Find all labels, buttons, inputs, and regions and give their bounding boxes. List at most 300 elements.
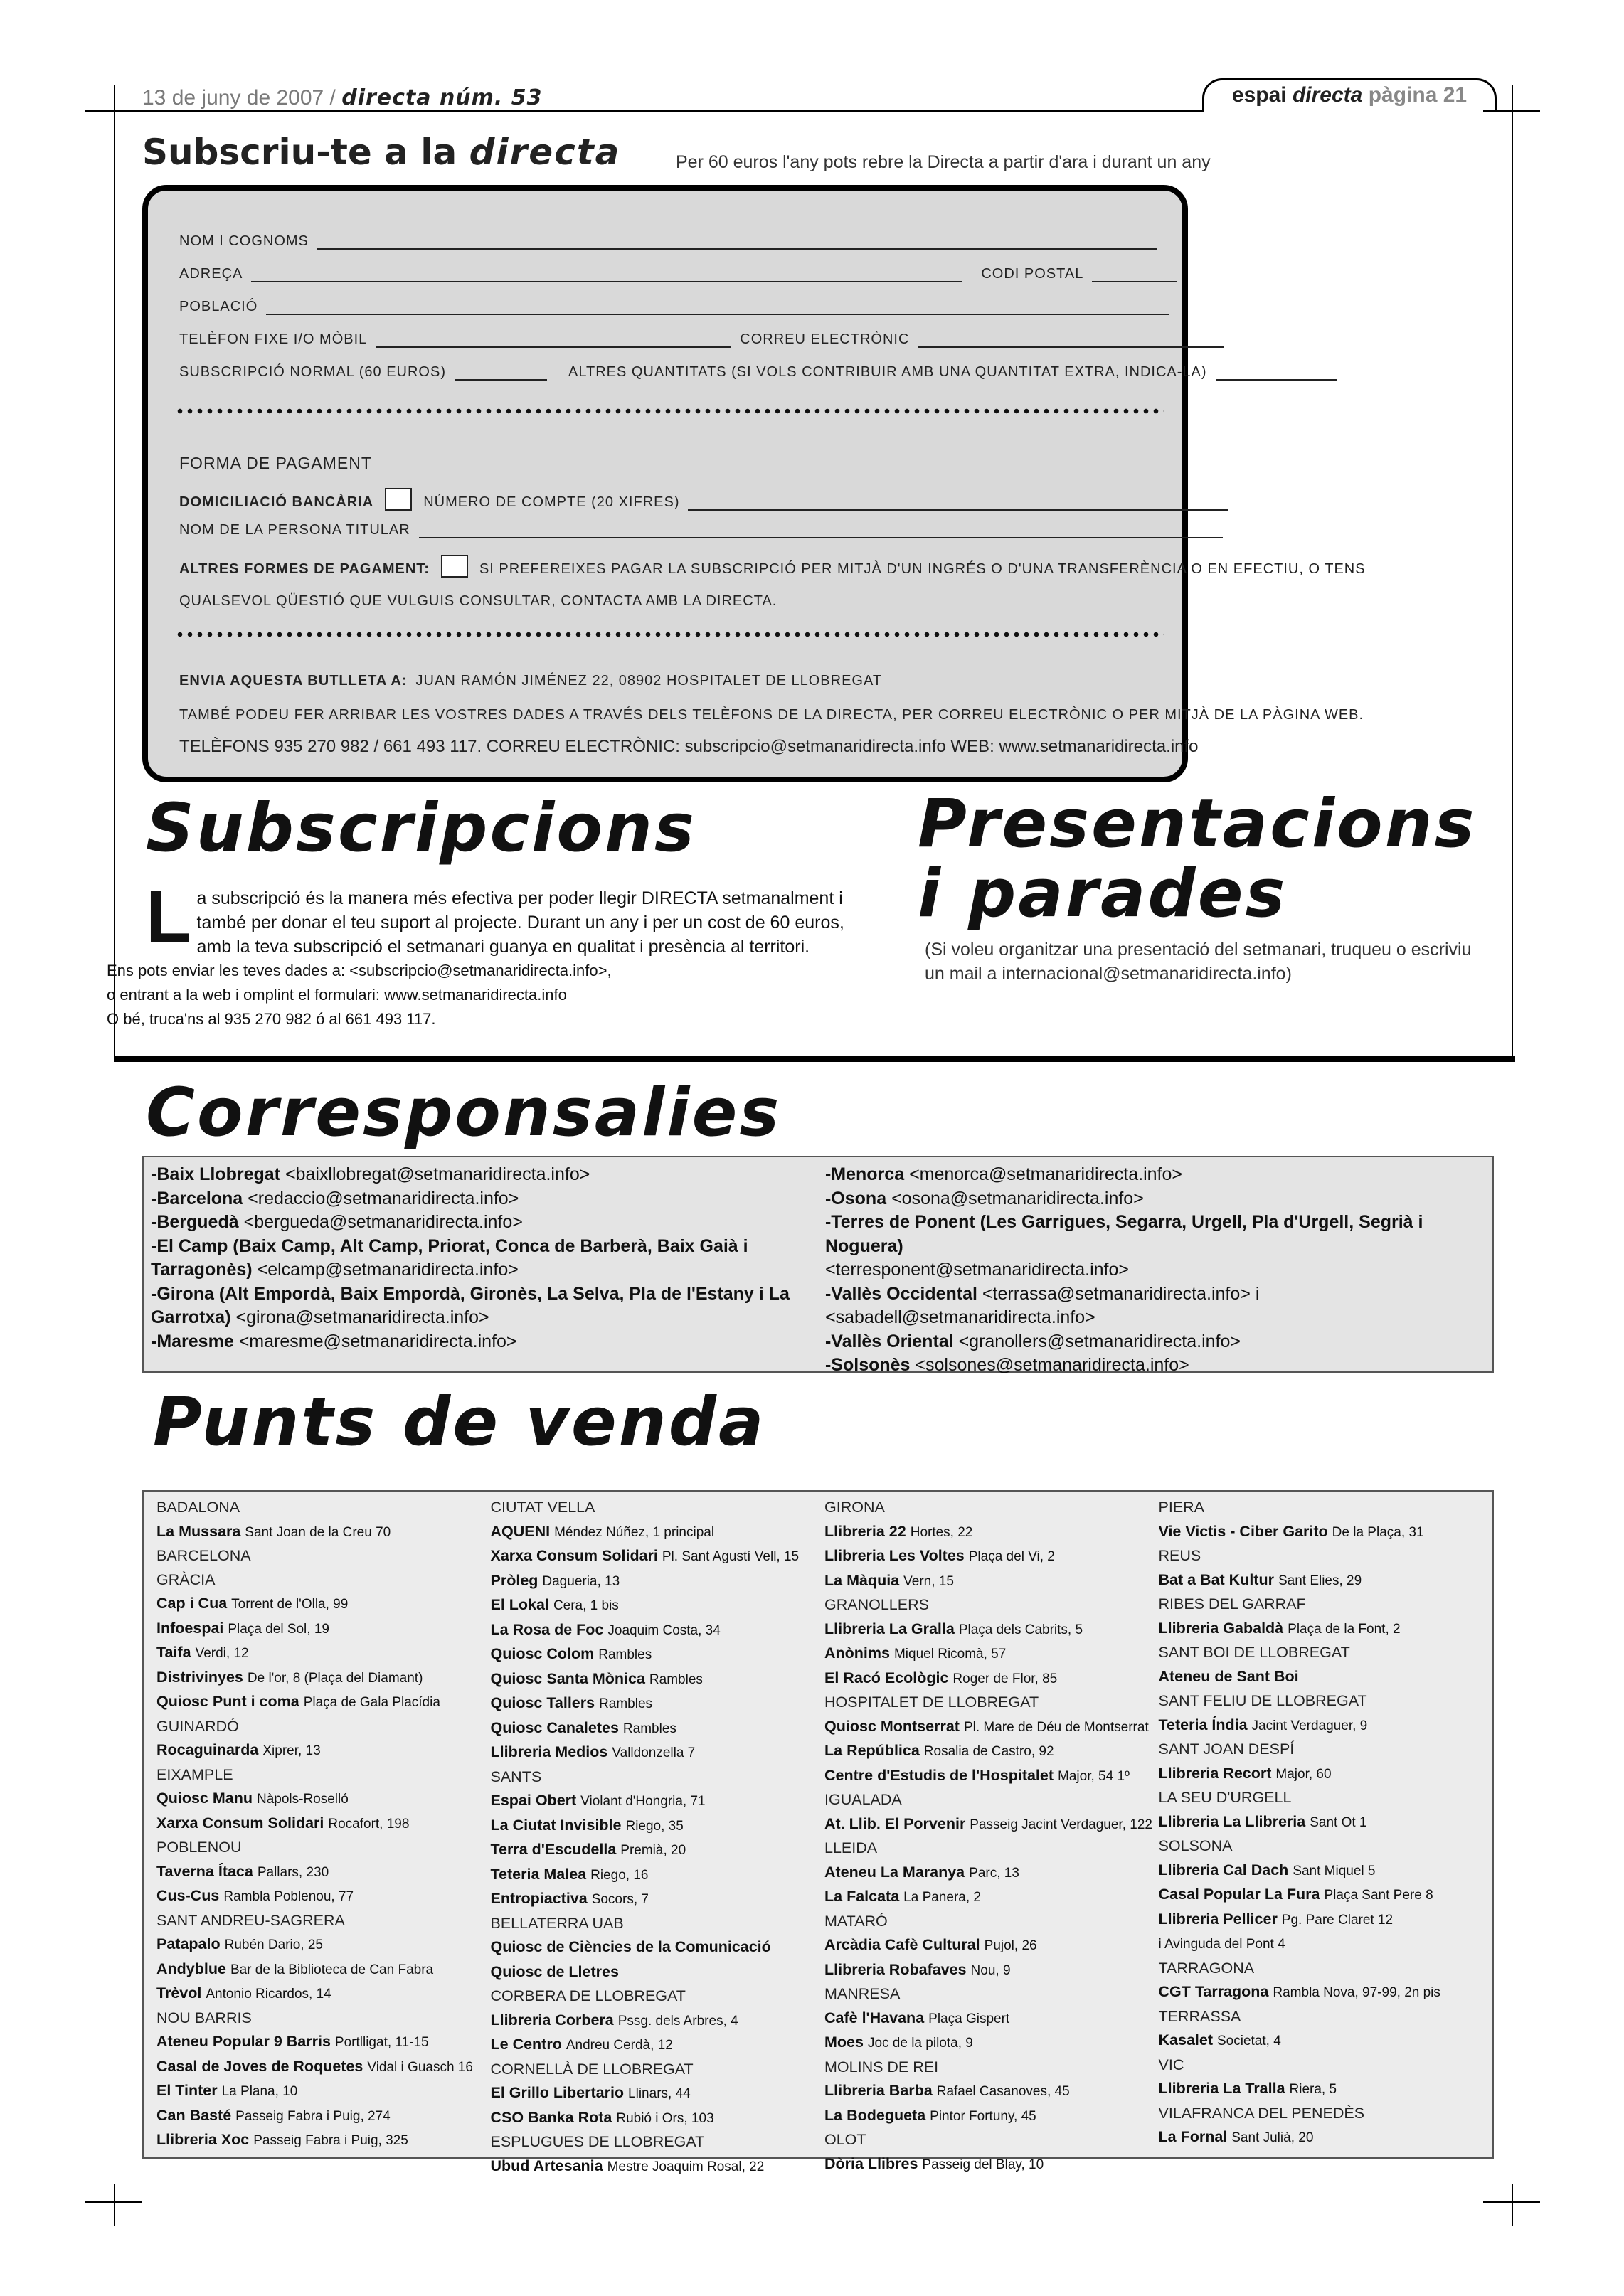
store-entry — [824, 1885, 1159, 1910]
store-name: Arcàdia Cafè Cultural — [824, 1936, 980, 1953]
sub-line: O bé, truca'ns al 935 270 982 ó al 661 493 117. — [107, 1010, 436, 1028]
store-address: Torrent de l'Olla, 99 — [231, 1597, 349, 1612]
store-address: Rafael Casanoves, 45 — [936, 2084, 1070, 2099]
store-name: Llibreria Xoc — [156, 2131, 250, 2148]
store-name: Rocaguinarda — [156, 1741, 259, 1758]
crop-mark — [114, 2184, 115, 2226]
holder-row — [179, 522, 1231, 538]
store-entry — [491, 1935, 825, 1960]
store-entry — [491, 1618, 825, 1643]
store-address: Rambla Poblenou, 77 — [223, 1889, 354, 1904]
store-name: Quiosc Santa Mònica — [490, 1669, 645, 1687]
crop-mark — [1483, 2201, 1540, 2203]
store-address: Plaça dels Cabrits, 5 — [958, 1622, 1083, 1637]
store-entry — [824, 1715, 1159, 1740]
store-entry — [491, 1691, 825, 1716]
presentacions-heading-line2: i parades — [918, 855, 1288, 932]
account-field[interactable] — [688, 496, 1228, 511]
punts-de-venda-heading: Punts de venda — [153, 1383, 766, 1461]
store-name: La República — [824, 1742, 920, 1759]
store-entry — [156, 1982, 491, 2007]
store-address: Roger de Flor, 85 — [952, 1671, 1058, 1686]
store-address: Pujol, 26 — [984, 1938, 1037, 1953]
store-address: Passeig Jacint Verdaguer, 122 — [970, 1817, 1152, 1832]
corresponsalies-box — [142, 1156, 1494, 1373]
city-heading: GRANOLLERS — [824, 1596, 929, 1613]
store-name: Llibreria Cal Dach — [1158, 1861, 1289, 1878]
corresponsalia-item: -Vallès Oriental <granollers@setmanaridirecta.info> — [824, 1331, 1241, 1351]
store-address: Jacint Verdaguer, 9 — [1251, 1718, 1368, 1733]
altres-checkbox[interactable] — [441, 555, 468, 578]
store-name: Centre d'Estudis de l'Hospitalet — [824, 1766, 1054, 1784]
postal-label: CODI POSTAL — [981, 266, 1084, 282]
store-name: Llibreria Recort — [1158, 1764, 1272, 1782]
store-name: Cafè l'Havana — [824, 2009, 925, 2026]
store-name: Ateneu Popular 9 Barris — [156, 2033, 331, 2050]
store-entry — [1159, 2029, 1493, 2053]
store-address: Sant Miquel 5 — [1293, 1863, 1376, 1878]
subscription-form — [142, 185, 1366, 782]
corresponsalia-item: -Vallès Occidental <terrassa@setmanaridirecta.info> i — [824, 1283, 1260, 1304]
store-entry — [824, 1739, 1159, 1764]
corresponsalia-item: <terresponent@setmanaridirecta.info> — [824, 1260, 1129, 1280]
store-address: Passeig Fabra i Puig, 274 — [235, 2108, 391, 2124]
page-date-header — [142, 85, 543, 110]
store-entry — [824, 1933, 1159, 1958]
amount-row — [179, 364, 1345, 381]
city-heading: SOLSONA — [1158, 1837, 1233, 1854]
store-address: Rambles — [622, 1721, 676, 1736]
store-entry — [824, 1958, 1159, 1983]
store-entry — [1159, 1908, 1493, 1933]
punts-column — [824, 1496, 1159, 2172]
store-name: La Falcata — [824, 1888, 900, 1905]
store-address: Pssg. dels Arbres, 4 — [617, 2013, 738, 2029]
store-entry — [156, 1860, 491, 1885]
store-entry — [824, 1667, 1159, 1691]
other-label: ALTRES QUANTITATS (SI VOLS CONTRIBUIR AMB UNA QUANTITAT EXTRA, INDICA-LA) — [568, 364, 1207, 380]
store-name: La Màquia — [824, 1571, 900, 1589]
store-address: Antonio Ricardos, 14 — [206, 1987, 331, 2002]
store-entry — [491, 1789, 825, 1814]
store-entry — [156, 2079, 491, 2104]
presentacions-text: (Si voleu organitzar una presentació del setmanari, truqueu o escriviu un mail a internacional@setmanaridirecta.info) — [925, 940, 1472, 984]
store-name: La Rosa de Foc — [490, 1620, 604, 1638]
store-entry — [156, 2055, 491, 2080]
header-rule — [114, 110, 1202, 112]
city-heading: OLOT — [824, 2131, 866, 2148]
store-entry — [156, 1884, 491, 1909]
store-entry — [491, 1544, 825, 1569]
store-address: Rambles — [649, 1671, 703, 1687]
form-title — [142, 132, 620, 173]
corresponsalia-item: -El Camp (Baix Camp, Alt Camp, Priorat, Conca de Barberà, Baix Gaià i — [151, 1235, 748, 1256]
store-entry — [491, 1520, 825, 1545]
dotted-separator — [175, 408, 1164, 414]
envia-label: ENVIA AQUESTA BUTLLETA A: — [179, 673, 408, 689]
store-entry — [491, 1667, 825, 1692]
corresponsalies-heading: Corresponsalies — [146, 1074, 782, 1152]
store-address: Sant Ot 1 — [1310, 1814, 1367, 1830]
store-name: Xarxa Consum Solidari — [156, 1814, 324, 1832]
crop-mark — [114, 114, 115, 1060]
store-name: La Mussara — [156, 1522, 241, 1540]
form-title-text: Subscriu-te a la — [142, 132, 457, 173]
store-address: Pl. Mare de Déu de Montserrat — [963, 1719, 1149, 1735]
store-name: La Bodegueta — [824, 2106, 926, 2124]
store-address: Plaça de Gala Placídia — [303, 1695, 440, 1710]
store-address: Riera, 5 — [1289, 2082, 1337, 2097]
store-name: CGT Tarragona — [1158, 1983, 1269, 2000]
store-address: Miquel Ricomà, 57 — [893, 1647, 1007, 1662]
store-address: Passeig Fabra i Puig, 325 — [253, 2133, 408, 2148]
city-heading: TARRAGONA — [1158, 1959, 1255, 1977]
store-address: Rambles — [598, 1647, 652, 1662]
city-heading: GRÀCIA — [156, 1570, 216, 1588]
name-label: NOM I COGNOMS — [179, 233, 309, 249]
altres-text: SI PREFEREIXES PAGAR LA SUBSCRIPCIÓ PER MITJÀ D'UN INGRÉS O D'UNA TRANSFERÈNCIA O EN EFECTIU, O TENS — [479, 561, 1366, 577]
store-address: Riego, 35 — [625, 1818, 684, 1834]
store-entry — [1159, 1617, 1493, 1642]
store-entry — [156, 1933, 491, 1957]
city-heading: VIC — [1158, 2056, 1184, 2073]
store-name: Cap i Cua — [156, 1595, 228, 1612]
store-entry — [1159, 1810, 1493, 1835]
store-address: Societat, 4 — [1216, 2034, 1281, 2048]
city-heading: VILAFRANCA DEL PENEDÈS — [1158, 2104, 1365, 2122]
store-entry — [156, 1592, 491, 1617]
store-address: Pallars, 230 — [257, 1864, 329, 1880]
address-field[interactable] — [251, 268, 962, 282]
email-field[interactable] — [918, 334, 1224, 348]
store-address: Pl. Sant Agustí Vell, 15 — [662, 1549, 800, 1564]
store-name: Infoespai — [156, 1619, 224, 1637]
store-address: La Plana, 10 — [221, 2084, 298, 2099]
store-name: Llibreria La Tralla — [1158, 2080, 1285, 2097]
store-name: Teteria Malea — [490, 1865, 587, 1883]
store-name: Distrivinyes — [156, 1668, 243, 1686]
altres-label: ALTRES FORMES DE PAGAMENT: — [179, 561, 430, 577]
store-address: Sant Joan de la Creu 70 — [245, 1524, 391, 1540]
tambe-text: TAMBÉ PODEU FER ARRIBAR LES VOSTRES DADES A TRAVÉS DELS TELÈFONS DE LA DIRECTA, PER CORREU ELECTRÒNIC O PER MITJÀ DE LA PÀGINA WEB. — [179, 707, 1364, 723]
store-name: Dòria Llibres — [824, 2154, 918, 2172]
store-name: Ateneu de Sant Boi — [1158, 1667, 1299, 1685]
store-entry — [824, 1617, 1159, 1642]
store-name: Quiosc Punt i coma — [156, 1693, 299, 1710]
store-address: Rambla Nova, 97-99, 2n pis — [1273, 1985, 1440, 2000]
store-address-continuation — [1159, 1932, 1493, 1957]
corresponsalia-item: -Maresme <maresme@setmanaridirecta.info> — [151, 1331, 517, 1351]
store-name: Llibreria Gabaldà — [1158, 1619, 1284, 1637]
store-entry — [491, 1593, 825, 1618]
form-note: Per 60 euros l'any pots rebre la Directa a partir d'ara i durant un any — [676, 152, 1211, 172]
store-address: Andreu Cerdà, 12 — [566, 2038, 673, 2053]
store-entry — [824, 2152, 1159, 2177]
store-entry — [491, 1814, 825, 1839]
normal-label: SUBSCRIPCIÓ NORMAL (60 EUROS) — [179, 364, 446, 380]
city-heading: CORBERA DE LLOBREGAT — [490, 1987, 686, 2004]
store-name: Casal de Joves de Roquetes — [156, 2057, 363, 2075]
store-entry — [1159, 1520, 1493, 1545]
town-label: POBLACIÓ — [179, 299, 258, 314]
domiciliacio-row — [179, 488, 1237, 511]
store-name: At. Llib. El Porvenir — [824, 1814, 966, 1832]
store-entry — [824, 2031, 1159, 2056]
corresponsalia-item: -Berguedà <bergueda@setmanaridirecta.info> — [151, 1212, 523, 1232]
store-name: Cus-Cus — [156, 1887, 220, 1904]
domiciliacio-label: DOMICILIACIÓ BANCÀRIA — [179, 494, 374, 510]
phone-label: TELÈFON FIXE I/O MÒBIL — [179, 331, 368, 347]
store-name: Andyblue — [156, 1960, 226, 1977]
store-entry — [156, 1666, 491, 1691]
store-name: Can Basté — [156, 2106, 232, 2124]
store-name: Llibreria Pellicer — [1158, 1910, 1278, 1928]
form-title-brand: directa — [469, 132, 621, 173]
store-entry — [491, 2009, 825, 2034]
store-name: El Tinter — [156, 2082, 218, 2099]
store-entry — [156, 1617, 491, 1642]
subscripcions-text — [107, 876, 871, 1031]
city-heading: CIUTAT VELLA — [490, 1499, 595, 1516]
corresponsalia-item: -Girona (Alt Empordà, Baix Empordà, Gironès, La Selva, Pla de l'Estany i La — [151, 1283, 790, 1304]
corresponsalia-item: -Terres de Ponent (Les Garrigues, Segarra, Urgell, Pla d'Urgell, Segrià i Noguera) — [824, 1212, 1423, 1256]
store-entry — [491, 1960, 825, 1985]
store-address: Rosalia de Castro, 92 — [923, 1744, 1054, 1759]
store-address: Rubén Dario, 25 — [224, 1938, 323, 1952]
store-address: Sant Julià, 20 — [1231, 2130, 1314, 2145]
store-name: Llibreria Robafaves — [824, 1960, 967, 1978]
city-heading: PIERA — [1158, 1499, 1205, 1516]
store-entry — [491, 2154, 825, 2179]
email-label: CORREU ELECTRÒNIC — [740, 331, 910, 347]
store-entry — [156, 1520, 491, 1545]
name-field[interactable] — [317, 235, 1157, 250]
city-heading: MATARÓ — [824, 1912, 888, 1930]
store-address: Llinars, 44 — [628, 2086, 691, 2101]
section-tab — [1202, 78, 1497, 112]
store-entry — [824, 1544, 1159, 1569]
city-heading: RIBES DEL GARRAF — [1158, 1595, 1306, 1612]
store-entry — [491, 2106, 825, 2131]
punts-de-venda-box — [142, 1490, 1494, 2174]
store-entry — [1159, 1762, 1493, 1787]
store-name: Anònims — [824, 1644, 890, 1662]
store-address: Cera, 1 bis — [553, 1598, 619, 1613]
store-address: La Panera, 2 — [903, 1890, 981, 1905]
store-address: Mestre Joaquim Rosal, 22 — [607, 2159, 765, 2174]
altres-row — [179, 555, 1366, 578]
store-name: Quiosc Tallers — [490, 1694, 595, 1711]
store-entry — [156, 2104, 491, 2129]
store-address: Dagueria, 13 — [542, 1573, 620, 1589]
city-heading: NOU BARRIS — [156, 2009, 252, 2026]
store-entry — [491, 1887, 825, 1912]
crop-mark — [1512, 2184, 1513, 2226]
store-entry — [156, 2128, 491, 2153]
store-entry — [824, 1861, 1159, 1886]
section-prefix: espai — [1231, 83, 1287, 107]
section-name: directa — [1292, 83, 1363, 107]
name-row — [179, 233, 1165, 250]
issue-date: 13 de juny de 2007 / — [142, 86, 336, 110]
store-name: Llibreria 22 — [824, 1522, 906, 1540]
envia-address: JUAN RAMÓN JIMÉNEZ 22, 08902 HOSPITALET DE LLOBREGAT — [415, 673, 883, 689]
store-entry — [491, 2081, 825, 2106]
store-address: Bar de la Biblioteca de Can Fabra — [230, 1962, 434, 1977]
store-address: Sant Elies, 29 — [1278, 1573, 1362, 1588]
altres-text-2: QUALSEVOL QÜESTIÓ QUE VULGUIS CONSULTAR, CONTACTA AMB LA DIRECTA. — [179, 593, 777, 609]
store-address: Passeig del Blay, 10 — [922, 2157, 1044, 2172]
store-name: Llibreria Les Voltes — [824, 1547, 965, 1564]
store-name: La Ciutat Invisible — [490, 1816, 622, 1834]
town-row — [179, 299, 1178, 315]
city-heading: GUINARDÓ — [156, 1717, 239, 1735]
store-entry — [156, 1957, 491, 1982]
store-entry — [824, 2007, 1159, 2031]
corresponsalia-item: Tarragonès) <elcamp@setmanaridirecta.info> — [151, 1260, 519, 1280]
store-name: Kasalet — [1158, 2031, 1213, 2048]
store-name: Quiosc Manu — [156, 1790, 253, 1807]
envia-row — [179, 673, 882, 689]
store-address: Xiprer, 13 — [262, 1743, 321, 1758]
corresponsalia-item: -Menorca <menorca@setmanaridirecta.info> — [824, 1164, 1182, 1184]
store-address: Riego, 16 — [590, 1867, 649, 1883]
store-address: Rambles — [599, 1696, 653, 1711]
store-address: Parc, 13 — [969, 1865, 1019, 1881]
phone-row — [179, 331, 1232, 348]
store-name: Terra d'Escudella — [490, 1841, 617, 1858]
store-entry — [1159, 1859, 1493, 1883]
page-number: pàgina 21 — [1368, 83, 1468, 107]
store-entry — [491, 1863, 825, 1888]
crop-mark — [85, 2201, 142, 2203]
store-entry — [1159, 1665, 1493, 1690]
city-heading: POBLENOU — [156, 1839, 242, 1856]
store-name: Llibreria La Llibreria — [1158, 1812, 1306, 1830]
city-heading: SANT ANDREU-SAGRERA — [156, 1911, 345, 1929]
store-name: Xarxa Consum Solidari — [490, 1547, 658, 1564]
store-entry — [1159, 1883, 1493, 1908]
store-address: Nou, 9 — [970, 1962, 1011, 1978]
normal-field[interactable] — [455, 366, 547, 381]
city-heading: BADALONA — [156, 1499, 240, 1516]
contact-line: TELÈFONS 935 270 982 / 661 493 117. CORREU ELECTRÒNIC: subscripcio@setmanaridirecta.info WEB: www.setmanaridirecta.info — [179, 737, 1199, 756]
punts-column — [1159, 1496, 1493, 2157]
store-name: Ubud Artesania — [490, 2157, 603, 2174]
crop-mark — [1512, 114, 1513, 1060]
address-row — [179, 266, 1186, 282]
store-address: Joaquim Costa, 34 — [607, 1622, 721, 1638]
store-address: Plaça Gispert — [928, 2011, 1010, 2026]
store-name: Le Centro — [490, 2036, 562, 2053]
town-field[interactable] — [266, 301, 1169, 315]
address-label: ADREÇA — [179, 266, 243, 282]
store-name: Trèvol — [156, 1984, 202, 2002]
store-entry — [824, 2104, 1159, 2129]
city-heading: CORNELLÀ DE LLOBREGAT — [490, 2060, 694, 2078]
store-address: Méndez Núñez, 1 principal — [554, 1524, 715, 1540]
store-address: Major, 54 1º — [1058, 1768, 1130, 1784]
store-entry — [491, 1740, 825, 1765]
store-entry — [824, 1812, 1159, 1837]
city-heading: BELLATERRA UAB — [490, 1914, 624, 1932]
corresponsalia-item: -Baix Llobregat <baixllobregat@setmanaridirecta.info> — [151, 1164, 590, 1184]
store-name: Moes — [824, 2034, 864, 2051]
store-entry — [491, 1569, 825, 1594]
payment-title: FORMA DE PAGAMENT — [179, 454, 372, 472]
store-name: Quiosc de Ciències de la Comunicació — [490, 1938, 771, 1955]
store-address: Socors, 7 — [591, 1892, 649, 1907]
store-entry — [824, 1520, 1159, 1545]
store-entry — [491, 1642, 825, 1667]
store-name: Entropiactiva — [490, 1890, 588, 1907]
store-name: Quiosc Canaletes — [490, 1718, 619, 1736]
store-entry — [1159, 1713, 1493, 1738]
city-heading: GIRONA — [824, 1499, 885, 1516]
sub-line: o entrant a la web i omplint el formulari: www.setmanaridirecta.info — [107, 986, 567, 1004]
punts-column — [156, 1496, 491, 2157]
holder-field[interactable] — [419, 524, 1223, 538]
store-entry — [156, 1690, 491, 1715]
corresponsalia-item: Garrotxa) <girona@setmanaridirecta.info> — [151, 1307, 489, 1327]
store-name: Taverna Ítaca — [156, 1862, 253, 1880]
store-address: Plaça del Sol, 19 — [228, 1621, 329, 1637]
store-name: La Fornal — [1158, 2128, 1228, 2145]
store-name: Patapalo — [156, 1935, 221, 1952]
store-name: Teteria Índia — [1158, 1716, 1248, 1733]
city-heading: BARCELONA — [156, 1547, 251, 1564]
punts-column — [490, 1496, 825, 2174]
store-entry — [824, 2079, 1159, 2104]
store-name: Vie Victis - Ciber Garito — [1158, 1522, 1328, 1540]
store-address: Violant d'Hongria, 71 — [580, 1794, 706, 1809]
domiciliacio-checkbox[interactable] — [385, 488, 412, 511]
store-address: Vidal i Guasch 16 — [367, 2059, 473, 2075]
sub-line: amb la teva subscripció el setmanari guanya en qualitat i presència al territori. — [196, 937, 810, 957]
store-entry — [156, 1738, 491, 1763]
section-divider — [114, 1056, 1515, 1062]
store-entry — [1159, 1568, 1493, 1593]
corresponsalia-item: -Solsonès <solsones@setmanaridirecta.info> — [824, 1355, 1189, 1375]
store-address: Premià, 20 — [620, 1843, 686, 1858]
store-name: AQUENI — [490, 1522, 551, 1540]
city-heading: SANT FELIU DE LLOBREGAT — [1158, 1692, 1367, 1709]
store-entry — [156, 1641, 491, 1666]
phone-field[interactable] — [376, 334, 731, 348]
store-entry — [156, 1812, 491, 1837]
store-name: El Lokal — [490, 1596, 549, 1613]
city-heading: MOLINS DE REI — [824, 2058, 939, 2076]
store-entry — [824, 1569, 1159, 1594]
store-address: De la Plaça, 31 — [1332, 1524, 1424, 1540]
store-name: Quiosc Colom — [490, 1645, 595, 1662]
store-name: Casal Popular La Fura — [1158, 1886, 1320, 1903]
city-heading: LA SEU D'URGELL — [1158, 1789, 1292, 1806]
other-field[interactable] — [1216, 366, 1337, 381]
store-entry — [1159, 2125, 1493, 2150]
issue-number: directa núm. 53 — [341, 85, 543, 110]
corresponsalia-item: -Barcelona <redaccio@setmanaridirecta.info> — [151, 1188, 519, 1208]
store-name: Espai Obert — [490, 1792, 577, 1809]
sub-line: Ens pots enviar les teves dades a: <subscripcio@setmanaridirecta.info>, — [107, 962, 612, 979]
store-name: Llibreria Barba — [824, 2082, 933, 2099]
store-entry — [824, 1642, 1159, 1667]
account-label: NÚMERO DE COMPTE (20 XIFRES) — [423, 494, 680, 510]
postal-field[interactable] — [1092, 268, 1177, 282]
store-name: Llibreria Corbera — [490, 2011, 614, 2029]
sub-line: a subscripció és la manera més efectiva per poder llegir DIRECTA setmanalment i — [196, 888, 843, 908]
city-heading: MANRESA — [824, 1985, 901, 2002]
